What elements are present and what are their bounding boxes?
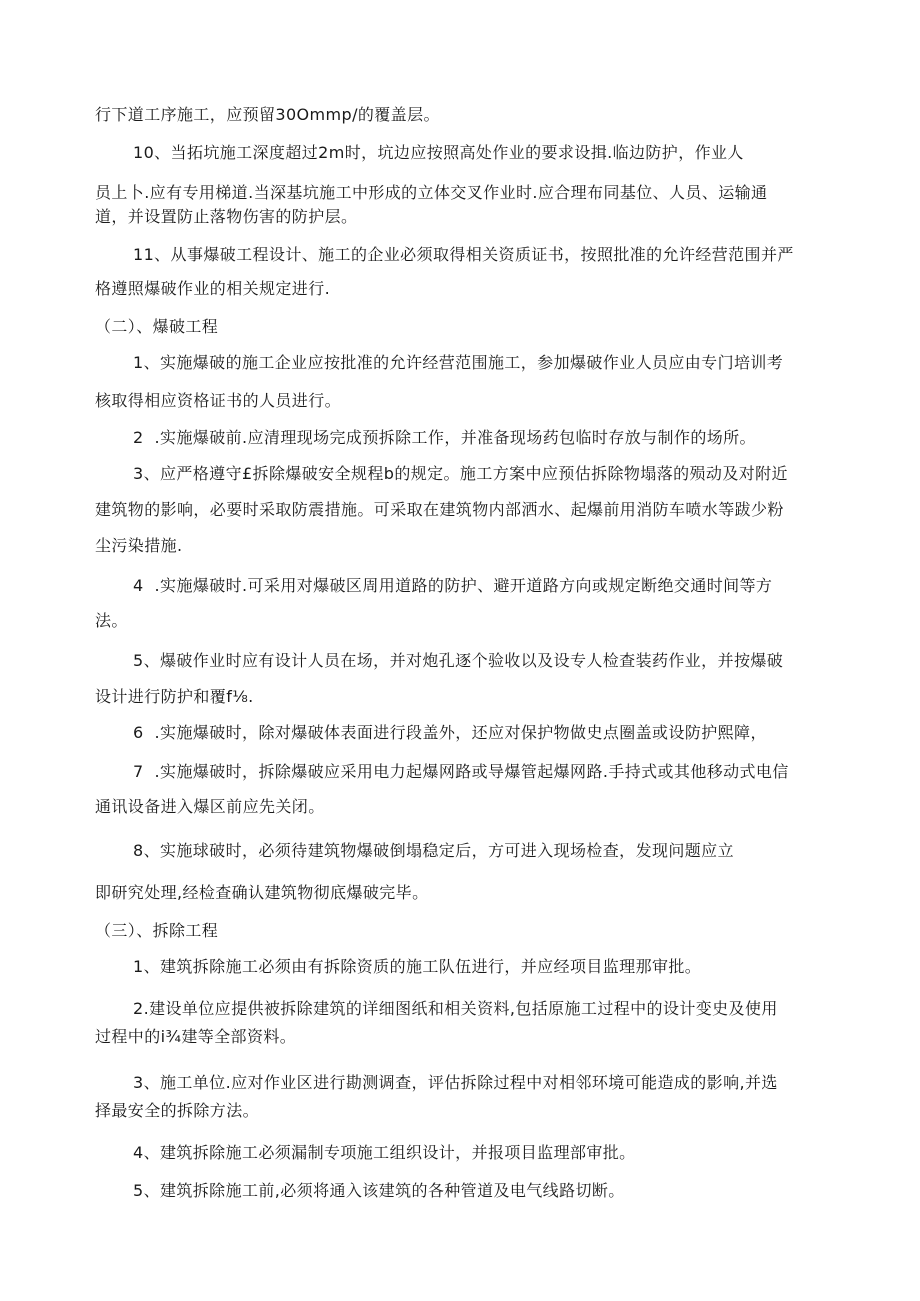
- text-line: 2 .实施爆破前.应清理现场完成预拆除工作，并准备现场药包临时存放与制作的场所。: [133, 428, 756, 447]
- text-line: 3、应严格遵守£拆除爆破安全规程b的规定。施工方案中应预估拆除物塌落的殒动及对附近: [133, 464, 788, 483]
- text-line: 即研究处理,经检查确认建筑物彻底爆破完毕。: [95, 883, 429, 902]
- text-line: 1、建筑拆除施工必须由有拆除资质的施工队伍进行，并应经项目监理那审批。: [133, 957, 702, 976]
- text-line: 5、建筑拆除施工前,必须将通入该建筑的各种管道及电气线路切断。: [133, 1181, 625, 1200]
- text-line: 2.建设单位应提供被拆除建筑的详细图纸和相关资料,包括原施工过程中的设计变史及使用: [133, 999, 778, 1018]
- text-line: 8、实施球破时，必须待建筑物爆破倒塌稳定后，方可进入现场检查，发现问题应立: [133, 841, 734, 860]
- text-line: 尘污染措施.: [95, 536, 183, 555]
- text-line: 10、当拓坑施工深度超过2m时，坑边应按照高处作业的要求设揖.临边防护，作业人: [133, 143, 744, 162]
- section-heading: （三）、拆除工程: [95, 921, 219, 940]
- text-line: 择最安全的拆除方法。: [95, 1101, 260, 1120]
- text-line: 7 .实施爆破时，拆除爆破应采用电力起爆网路或导爆管起爆网路.手持式或其他移动式电信: [133, 762, 789, 781]
- text-line: 3、施工单位.应对作业区进行勘测调查，评估拆除过程中对相邻环境可能造成的影响,并选: [133, 1073, 778, 1092]
- text-line: 行下道工序施工，应预留30Ommp/的覆盖层。: [95, 105, 440, 124]
- text-line: 11、从事爆破工程设计、施工的企业必须取得相关资质证书，按照批准的允许经营范围并严: [133, 245, 794, 264]
- text-line: 6 .实施爆破时，除对爆破体表面进行段盖外，还应对保护物做史点圈盖或设防护熙障，: [133, 723, 767, 742]
- text-line: 4 .实施爆破时.可采用对爆破区周用道路的防护、避开道路方向或规定断绝交通时间等方: [133, 576, 773, 595]
- text-line: 4、建筑拆除施工必须漏制专项施工组织设计，并报项目监理部审批。: [133, 1143, 636, 1162]
- text-line: 1、实施爆破的施工企业应按批准的允许经营范围施工，参加爆破作业人员应由专门培训考: [133, 353, 784, 372]
- text-line: 核取得相应资格证书的人员进行。: [95, 391, 342, 410]
- text-line: 员上卜.应有专用梯道.当深基坑施工中形成的立体交叉作业时.应合理布同基位、人员、运输通: [95, 183, 768, 202]
- text-line: 5、爆破作业时应有设计人员在场，并对炮孔逐个验收以及设专人检查装药作业，并按爆破: [133, 651, 784, 670]
- text-line: 通讯设备进入爆区前应先关闭。: [95, 797, 325, 816]
- text-line: 法。: [95, 611, 128, 630]
- text-line: 道，并设置防止落物伤害的防护层。: [95, 207, 358, 226]
- text-line: 过程中的i¾建等全部资料。: [95, 1027, 297, 1046]
- text-line: 设计进行防护和覆f⅛.: [95, 687, 254, 706]
- section-heading: （二）、爆破工程: [95, 317, 219, 336]
- text-line: 建筑物的影响，必要时采取防震措施。可采取在建筑物内部洒水、起爆前用消防车喷水等跋少粉: [95, 500, 784, 519]
- text-line: 格遵照爆破作业的相关规定进行.: [95, 279, 331, 298]
